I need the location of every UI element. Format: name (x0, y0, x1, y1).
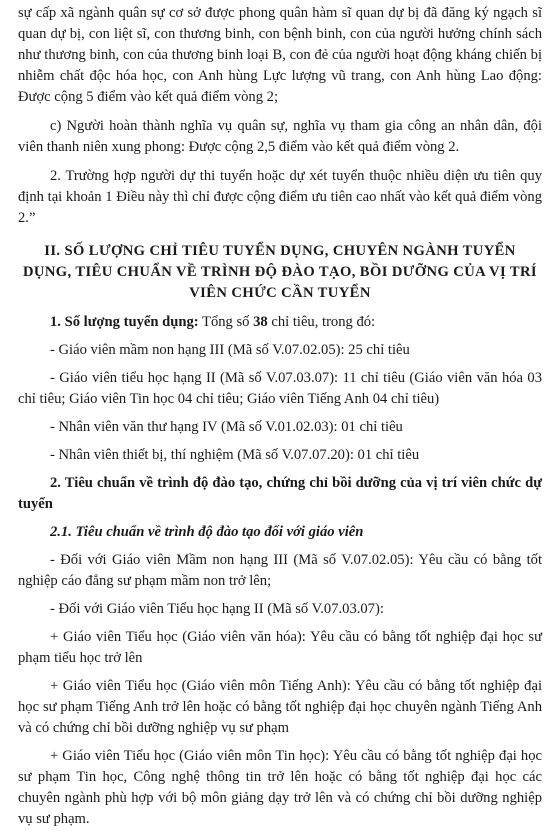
standard-item-english-teacher: + Giáo viên Tiểu học (Giáo viên môn Tiếng Anh): Yêu cầu có bằng tốt nghiệp đại học sư phạm Tiếng Anh trở lên hoặc có bằng tốt nghiệp đại học chuyên ngành Tiếng Anh và có chứng chỉ bồi dưỡng nghiệp vụ sư phạm (18, 678, 542, 736)
quota-summary (18, 312, 542, 333)
quota-text-after: chỉ tiêu, trong đó: (267, 314, 376, 330)
paragraph-multiple-priority: 2. Trường hợp người dự thi tuyển hoặc dự xét tuyển thuộc nhiều diện ưu tiên quy định tại khoản 1 Điều này thì chỉ được cộng điểm ưu tiên cao nhất vào kết quả điểm vòng 2.” (18, 168, 542, 226)
section-heading-ii: II. SỐ LƯỢNG CHỈ TIÊU TUYỂN DỤNG, CHUYÊN NGÀNH TUYỂN DỤNG, TIÊU CHUẨN VỀ TRÌNH ĐỘ ĐÀO TẠO, BỒI DƯỠNG CỦA VỊ TRÍ VIÊN CHỨC CẦN TUYỂN (22, 243, 538, 301)
document-body (18, 3, 542, 837)
standard-item-primary: - Đối với Giáo viên Tiểu học hạng II (Mã số V.07.03.07): (50, 601, 384, 617)
quota-total: 38 (253, 314, 268, 330)
quota-item-preschool: - Giáo viên mầm non hạng III (Mã số V.07.02.05): 25 chỉ tiêu (50, 342, 410, 358)
quota-item-primary: - Giáo viên tiểu học hạng II (Mã số V.07.03.07): 11 chỉ tiêu (Giáo viên văn hóa 03 chỉ tiêu; Giáo viên Tin học 04 chỉ tiêu; Giáo viên Tiếng Anh 04 chỉ tiêu) (18, 370, 542, 407)
standards-heading: 2. Tiêu chuẩn về trình độ đào tạo, chứng chỉ bồi dưỡng của vị trí viên chức dự tuyển (18, 475, 542, 512)
quota-item-lab-staff: - Nhân viên thiết bị, thí nghiệm (Mã số V.07.07.20): 01 chỉ tiêu (50, 447, 420, 463)
standard-item-culture-teacher: + Giáo viên Tiểu học (Giáo viên văn hóa): Yêu cầu có bằng tốt nghiệp đại học sư phạm tiểu học trở lên (18, 629, 542, 666)
standard-item-preschool: - Đối với Giáo viên Mầm non hạng III (Mã số V.07.02.05): Yêu cầu có bằng tốt nghiệp cáo đẳng sư phạm mầm non trở lên; (18, 552, 542, 589)
quota-label: 1. Số lượng tuyển dụng: (50, 314, 199, 330)
quota-item-clerk: - Nhân viên văn thư hạng IV (Mã số V.01.02.03): 01 chỉ tiêu (50, 419, 403, 435)
quota-text-before: Tổng số (198, 314, 254, 330)
paragraph-priority-5-points: sự cấp xã ngành quân sự cơ sở được phong quân hàm sĩ quan dự bị đã đăng ký ngạch sĩ quan dự bị, con liệt sĩ, con thương binh, con bệnh binh, con của người hưởng chính sách như thương binh, con của thương binh loại B, con đẻ của người hoạt động kháng chiến bị nhiễm chất độc hóa học, con Anh hùng Lực lượng vũ trang, con Anh hùng Lao động: Được cộng 5 điểm vào kết quả điểm vòng 2; (18, 5, 542, 105)
standards-subheading: 2.1. Tiêu chuẩn về trình độ đào tạo đối với giáo viên (50, 524, 364, 540)
paragraph-priority-2-5-points: c) Người hoàn thành nghĩa vụ quân sự, nghĩa vụ tham gia công an nhân dân, đội viên thanh niên xung phong: Được cộng 2,5 điểm vào kết quả điểm vòng 2. (18, 118, 542, 155)
standard-item-it-teacher: + Giáo viên Tiểu học (Giáo viên môn Tin học): Yêu cầu có bằng tốt nghiệp đại học sư phạm Tin học, Công nghệ thông tin trở lên hoặc có bằng tốt nghiệp đại học các chuyên ngành phù hợp với bộ môn giảng dạy trở lên và có chứng chỉ bồi dưỡng nghiệp vụ sư phạm. (18, 748, 542, 827)
